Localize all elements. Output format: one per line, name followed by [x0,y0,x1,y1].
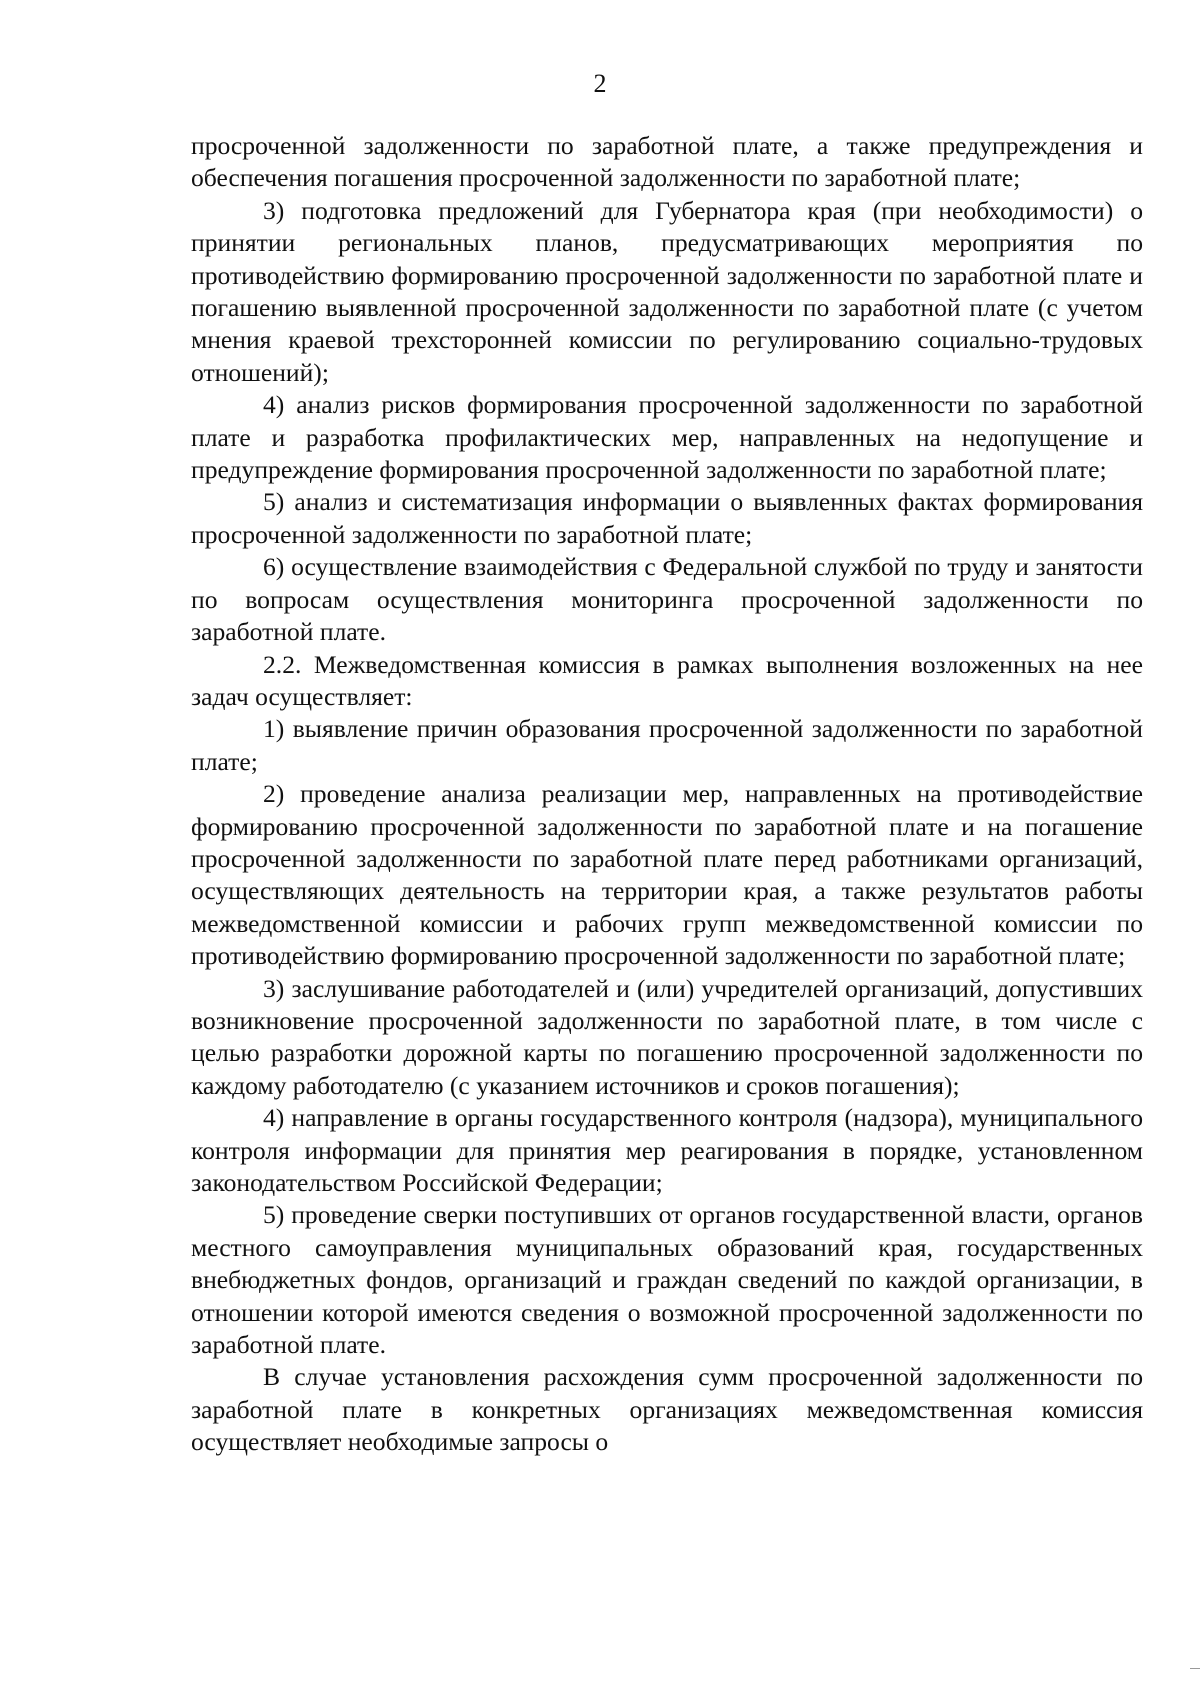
paragraph-item-5-reconciliation: 5) проведение сверки поступивших от органов государственной власти, органов местного самоуправления муниципальных образований края, государственных внебюджетных фондов, организаций и граждан сведений по каждой организации, в отношении которой имеются сведения о возможной просроченной задолженности по заработной плате. [191,1200,1143,1360]
paragraph-item-2-analysis: 2) проведение анализа реализации мер, направленных на противодействие формированию просроченной задолженности по заработной плате и на погашение просроченной задолженности по заработной плате перед работниками организаций, осуществляющих деятельность на территории края, а также результатов работы межведомственной комиссии и рабочих групп межведомственной комиссии по противодействию формированию просроченной задолженности по заработной плате; [191,779,1143,971]
scan-edge-mark [1190,1668,1200,1669]
paragraph-section-2-2: 2.2. Межведомственная комиссия в рамках выполнения возложенных на нее задач осуществляет: [191,649,1143,711]
document-body [191,130,1143,1459]
paragraph-item-4-referral: 4) направление в органы государственного контроля (надзора), муниципального контроля информации для принятия мер реагирования в порядке, установленном законодательством Российской Федерации; [191,1103,1143,1197]
paragraph-discrepancy: В случае установления расхождения сумм просроченной задолженности по заработной плате в конкретных организациях межведомственная комиссия осуществляет необходимые запросы о [191,1362,1143,1457]
paragraph-item-3-hearing: 3) заслушивание работодателей и (или) учредителей организаций, допустивших возникновение просроченной задолженности по заработной плате, в том числе с целью разработки дорожной карты по погашению просроченной задолженности по каждому работодателю (с указанием источников и сроков погашения); [191,973,1143,1100]
paragraph-item-4-risk-analysis: 4) анализ рисков формирования просроченной задолженности по заработной плате и разработка профилактических мер, направленных на недопущение и предупреждение формирования просроченной задолженности по заработной плате; [191,390,1143,485]
page-number: 2 [593,69,607,98]
paragraph-item-1-causes: 1) выявление причин образования просроченной задолженности по заработной плате; [191,714,1143,776]
paragraph-item-3-proposals: 3) подготовка предложений для Губернатора края (при необходимости) о принятии региональных планов, предусматривающих мероприятия по противодействию формированию просроченной задолженности по заработной плате и погашению выявленной просроченной задолженности по заработной плате (с учетом мнения краевой трехсторонней комиссии по регулированию социально-трудовых отношений); [191,195,1143,387]
paragraph-continuation: просроченной задолженности по заработной плате, а также предупреждения и обеспечения погашения просроченной задолженности по заработной плате; [191,131,1143,193]
paragraph-item-6-cooperation: 6) осуществление взаимодействия с Федеральной службой по труду и занятости по вопросам осуществления мониторинга просроченной задолженности по заработной плате. [191,552,1143,647]
paragraph-item-5-systematization: 5) анализ и систематизация информации о выявленных фактах формирования просроченной задолженности по заработной плате; [191,487,1143,549]
